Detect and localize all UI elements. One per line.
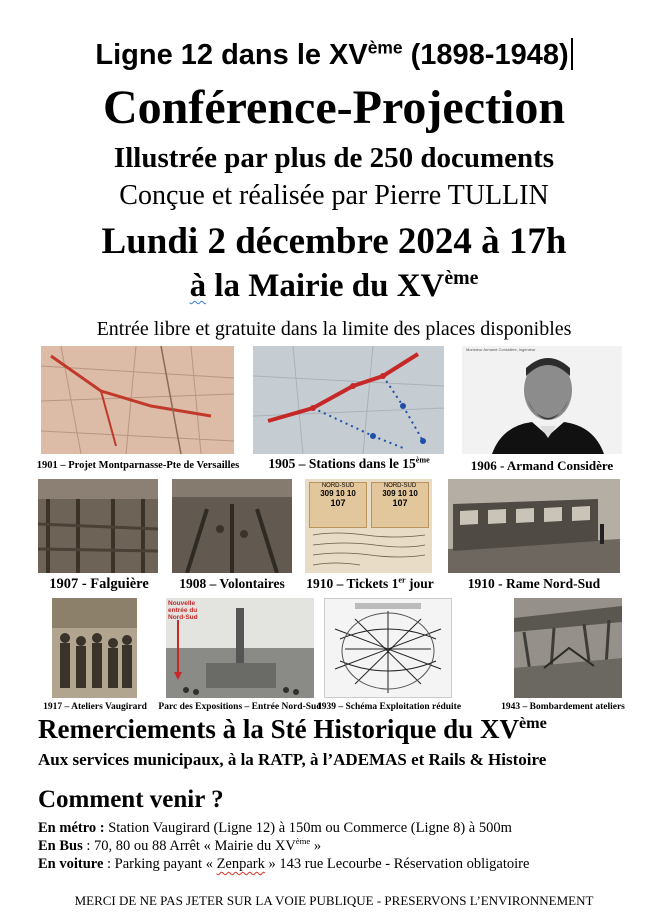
caption-1910t-sup: er xyxy=(398,575,406,585)
train-1910-image xyxy=(448,479,620,573)
place-main: la Mairie du XV xyxy=(206,268,445,304)
map-1901-image xyxy=(41,346,234,454)
thanks-main: Remerciements à la Sté Historique du XV xyxy=(38,714,519,744)
caption-1910t-main: 1910 – Tickets 1 xyxy=(306,576,399,591)
ticket-left-company: NORD-SUD xyxy=(321,483,355,489)
photo-1910-train xyxy=(448,479,620,573)
bus-text-a: : 70, 80 ou 88 Arrêt « Mairie du XV xyxy=(82,838,296,854)
car-text-b: » 143 rue Lecourbe - Réservation obligatoire xyxy=(264,856,530,872)
schema-1939-image xyxy=(325,599,451,697)
caption-1910-tickets xyxy=(300,576,440,592)
caption-1939: 1939 – Schéma Exploitation réduite xyxy=(316,702,462,712)
photo-1943-bombing xyxy=(514,598,622,698)
author-line: Conçue et réalisée par Pierre TULLIN xyxy=(119,180,549,211)
ticket-right-company: NORD-SUD xyxy=(383,483,417,489)
map-1905-image xyxy=(253,346,444,454)
photo-1905-map xyxy=(253,346,444,454)
text-cursor xyxy=(571,38,573,70)
photo-1907-construction xyxy=(38,479,158,573)
caption-1905 xyxy=(244,456,454,472)
caption-1908: 1908 – Volontaires xyxy=(179,576,285,591)
photo-1906-portrait xyxy=(462,346,622,454)
caption-1905-main: 1905 – Stations dans le 15 xyxy=(268,456,416,471)
photo-1910-tickets xyxy=(305,479,432,573)
access-car xyxy=(38,856,529,873)
metro-ligne12: Ligne 12 xyxy=(218,820,271,836)
metro-text-a: Station Vaugirard ( xyxy=(104,820,219,836)
ticket-right-number: 309 10 10 xyxy=(382,489,418,498)
photo-1939-schema xyxy=(324,598,452,698)
thanks-superscript: ème xyxy=(518,714,547,732)
construction-1907-image xyxy=(38,479,158,573)
photo-1908-volunteers xyxy=(172,479,292,573)
caption-1910-train: 1910 - Rame Nord-Sud xyxy=(467,576,601,591)
place-a: à xyxy=(189,268,207,304)
bus-superscript: ème xyxy=(295,836,311,847)
access-bus xyxy=(38,838,321,855)
footer-notice: MERCI DE NE PAS JETER SUR LA VOIE PUBLIQUE - PRESERVONS L’ENVIRONNEMENT xyxy=(74,893,594,908)
ticket-left xyxy=(309,482,367,528)
photo-1917-workers xyxy=(52,598,137,698)
car-zenpark: Zenpark xyxy=(216,856,265,872)
main-heading: Conférence-Projection xyxy=(102,81,566,134)
bus-label: En Bus xyxy=(38,838,83,854)
title-years: (1898-1948) xyxy=(402,39,569,71)
event-date: Lundi 2 décembre 2024 à 17h xyxy=(101,221,567,262)
parc-inner-label: Nouvelle entrée du Nord-Sud xyxy=(168,600,198,621)
title-superscript: ème xyxy=(367,37,403,58)
caption-1943: 1943 – Bombardement ateliers xyxy=(501,702,625,712)
bombing-1943-image xyxy=(514,598,622,698)
photo-parc-expositions xyxy=(166,598,314,698)
caption-1917: 1917 – Ateliers Vaugirard xyxy=(43,702,147,712)
place-superscript: ème xyxy=(444,267,479,289)
access-metro xyxy=(38,820,512,837)
metro-text-c: ) à 500m xyxy=(460,820,512,836)
access-heading: Comment venir ? xyxy=(38,786,224,813)
thanks-heading xyxy=(38,714,547,745)
thanks-services: Aux services municipaux, à la RATP, à l’ADEMAS et Rails & Histoire xyxy=(38,750,547,769)
caption-1906: 1906 - Armand Considère xyxy=(470,458,614,473)
event-place xyxy=(0,268,668,305)
workers-1917-image xyxy=(52,598,137,698)
volunteers-1908-image xyxy=(172,479,292,573)
metro-label: En métro : xyxy=(38,820,105,836)
bus-text-b: » xyxy=(310,838,322,854)
ticket-left-code: 107 xyxy=(330,498,346,508)
caption-1901: 1901 – Projet Montparnasse-Pte de Versailles xyxy=(36,460,240,471)
caption-1905-sup: ème xyxy=(415,455,430,465)
caption-1907: 1907 - Falguière xyxy=(49,576,149,592)
metro-ligne8: Ligne 8 xyxy=(415,820,461,836)
ticket-left-number: 309 10 10 xyxy=(320,489,356,498)
car-text-a: : Parking payant « xyxy=(103,856,217,872)
ticket-right-code: 107 xyxy=(392,498,408,508)
car-label: En voiture xyxy=(38,856,104,872)
portrait-caption-label: Monsieur Armand Considère, ingénieur xyxy=(466,347,536,352)
caption-1910t-end: jour xyxy=(405,576,434,591)
title-main: Ligne 12 dans le XV xyxy=(95,39,368,71)
entry-info: Entrée libre et gratuite dans la limite des places disponibles xyxy=(96,318,572,340)
metro-text-b: ) à 150m ou Commerce ( xyxy=(270,820,416,836)
poster-title xyxy=(0,38,668,72)
photo-1901-map xyxy=(41,346,234,454)
portrait-image xyxy=(462,346,622,454)
subtitle-documents: Illustrée par plus de 250 documents xyxy=(113,142,555,174)
caption-parc: Parc des Expositions – Entrée Nord-Sud xyxy=(158,702,322,712)
ticket-right xyxy=(371,482,429,528)
ticket-handwriting xyxy=(305,529,432,573)
